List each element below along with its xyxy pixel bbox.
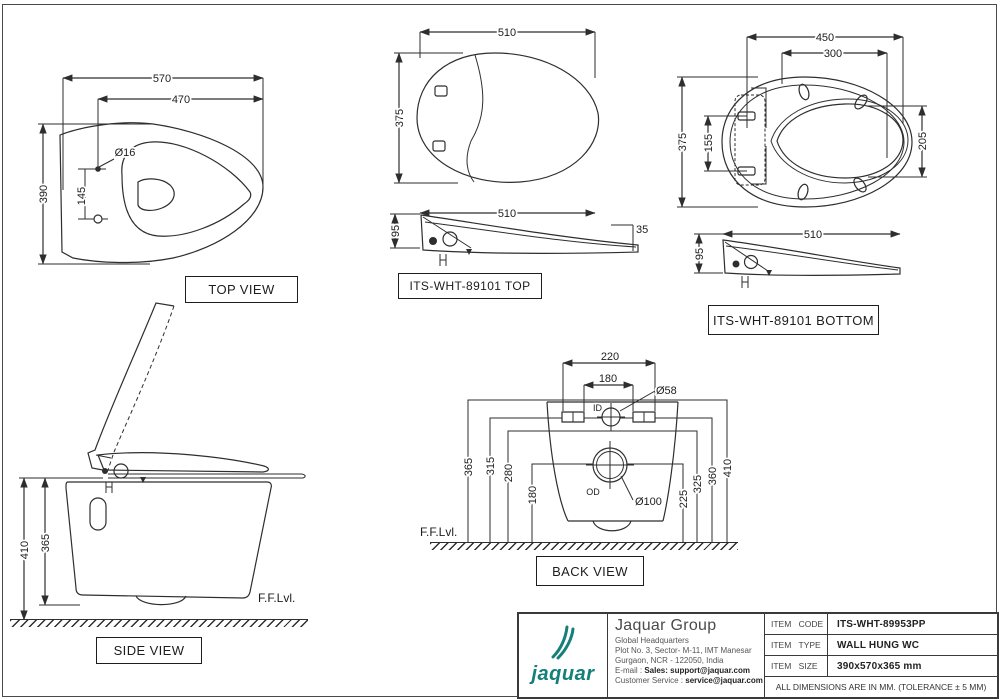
label-side-view: SIDE VIEW	[96, 637, 202, 664]
dim-profile-510: 510	[497, 208, 517, 220]
dim-profile-95: 95	[390, 224, 402, 238]
floor-level-label-back: F.F.Lvl.	[420, 525, 458, 539]
dim-bottom-profile-95: 95	[694, 247, 706, 261]
ground-hatch-back	[430, 542, 738, 550]
address-line-3: Gurgaon, NCR - 122050, India	[615, 656, 724, 665]
title-block	[517, 612, 999, 699]
tolerance-note: ALL DIMENSIONS ARE IN MM. (TOLERANCE ± 5 MM)	[775, 682, 987, 692]
dim-back-360: 360	[707, 466, 719, 486]
side-view-drawing	[8, 300, 328, 635]
dim-470: 470	[171, 94, 191, 106]
floor-level-label-side: F.F.Lvl.	[258, 591, 296, 605]
dim-570: 570	[152, 73, 172, 85]
company-name: Jaquar Group	[615, 617, 717, 634]
address-line-2: Plot No. 3, Sector- M-11, IMT Manesar	[615, 646, 752, 655]
label-seat-top: ITS-WHT-89101 TOP	[398, 273, 542, 299]
jaquar-logo	[519, 614, 607, 697]
dim-back-315: 315	[485, 456, 497, 476]
dim-bottom-375: 375	[677, 132, 689, 152]
item-type-row: ITEM TYPE WALL HUNG WC	[765, 635, 997, 656]
seat-bottom-profile	[694, 229, 900, 288]
water-inlet-mark	[106, 482, 112, 493]
dim-180-top: 180	[598, 373, 618, 385]
flush-slot	[90, 498, 106, 530]
bowl-body	[66, 482, 271, 605]
service-line: Customer Service : service@jaquar.com	[615, 676, 763, 685]
item-size-value: 390x570x365 mm	[837, 660, 922, 672]
dim-back-180: 180	[527, 485, 539, 505]
side-dimensions	[19, 478, 103, 620]
dim-300: 300	[823, 48, 843, 60]
item-type-value: WALL HUNG WC	[837, 639, 920, 651]
company-address-block	[607, 614, 764, 697]
dim-155: 155	[703, 133, 715, 153]
dim-back-325: 325	[692, 474, 704, 494]
ground-hatch-side	[10, 619, 308, 627]
dim-back-280: 280	[503, 463, 515, 483]
email-line: E-mail : Sales: support@jaquar.com	[615, 666, 750, 675]
seat-bottom-view-drawing	[663, 18, 958, 338]
dim-145: 145	[76, 186, 88, 206]
fixing-hole-point	[95, 166, 101, 172]
fixing-hole-circle	[94, 215, 102, 223]
dim-205: 205	[917, 131, 929, 151]
address-line-1: Global Headquarters	[615, 636, 689, 645]
seat-lid-outline	[417, 53, 599, 182]
label-top-view: TOP VIEW	[185, 276, 298, 303]
item-size-row: ITEM SIZE 390x570x365 mm	[765, 656, 997, 677]
dim-bottom-profile-510: 510	[803, 229, 823, 241]
dim-inlet-dia: Ø58	[656, 385, 677, 397]
item-code-value: ITS-WHT-89953PP	[837, 618, 926, 630]
seat-bottom-outline	[722, 77, 912, 207]
dim-back-365: 365	[463, 457, 475, 477]
label-seat-bottom: ITS-WHT-89101 BOTTOM	[708, 305, 879, 335]
dim-410: 410	[19, 540, 31, 560]
jaquar-logo-icon	[545, 625, 581, 661]
wc-top-outline	[60, 123, 263, 263]
dim-seat-375: 375	[394, 108, 406, 128]
back-trap	[593, 521, 631, 531]
dim-hole-dia: Ø16	[114, 147, 136, 159]
dim-back-410: 410	[722, 458, 734, 478]
seat-profile-outline	[421, 215, 638, 266]
dim-seat-510: 510	[497, 27, 517, 39]
item-table	[764, 614, 997, 697]
item-code-row: ITEM CODE ITS-WHT-89953PP	[765, 614, 997, 635]
wc-top-view-drawing	[28, 55, 288, 285]
inlet-label: ID	[593, 403, 602, 413]
dim-390: 390	[38, 184, 50, 204]
outlet-label: OD	[586, 487, 600, 497]
dim-220: 220	[600, 351, 620, 363]
seat-top-dimensions	[394, 27, 595, 183]
lid-open	[88, 303, 174, 471]
inlet-outlet	[586, 385, 677, 508]
seat-top-view-drawing	[383, 16, 653, 282]
seat-closed	[98, 453, 305, 493]
dim-outlet-dia: Ø100	[635, 496, 662, 508]
jaquar-logo-text: jaquar	[531, 663, 595, 685]
dim-450: 450	[815, 32, 835, 44]
label-back-view: BACK VIEW	[536, 556, 644, 586]
dim-profile-35: 35	[636, 224, 649, 236]
dim-365: 365	[40, 533, 52, 553]
dim-back-225: 225	[678, 489, 690, 509]
